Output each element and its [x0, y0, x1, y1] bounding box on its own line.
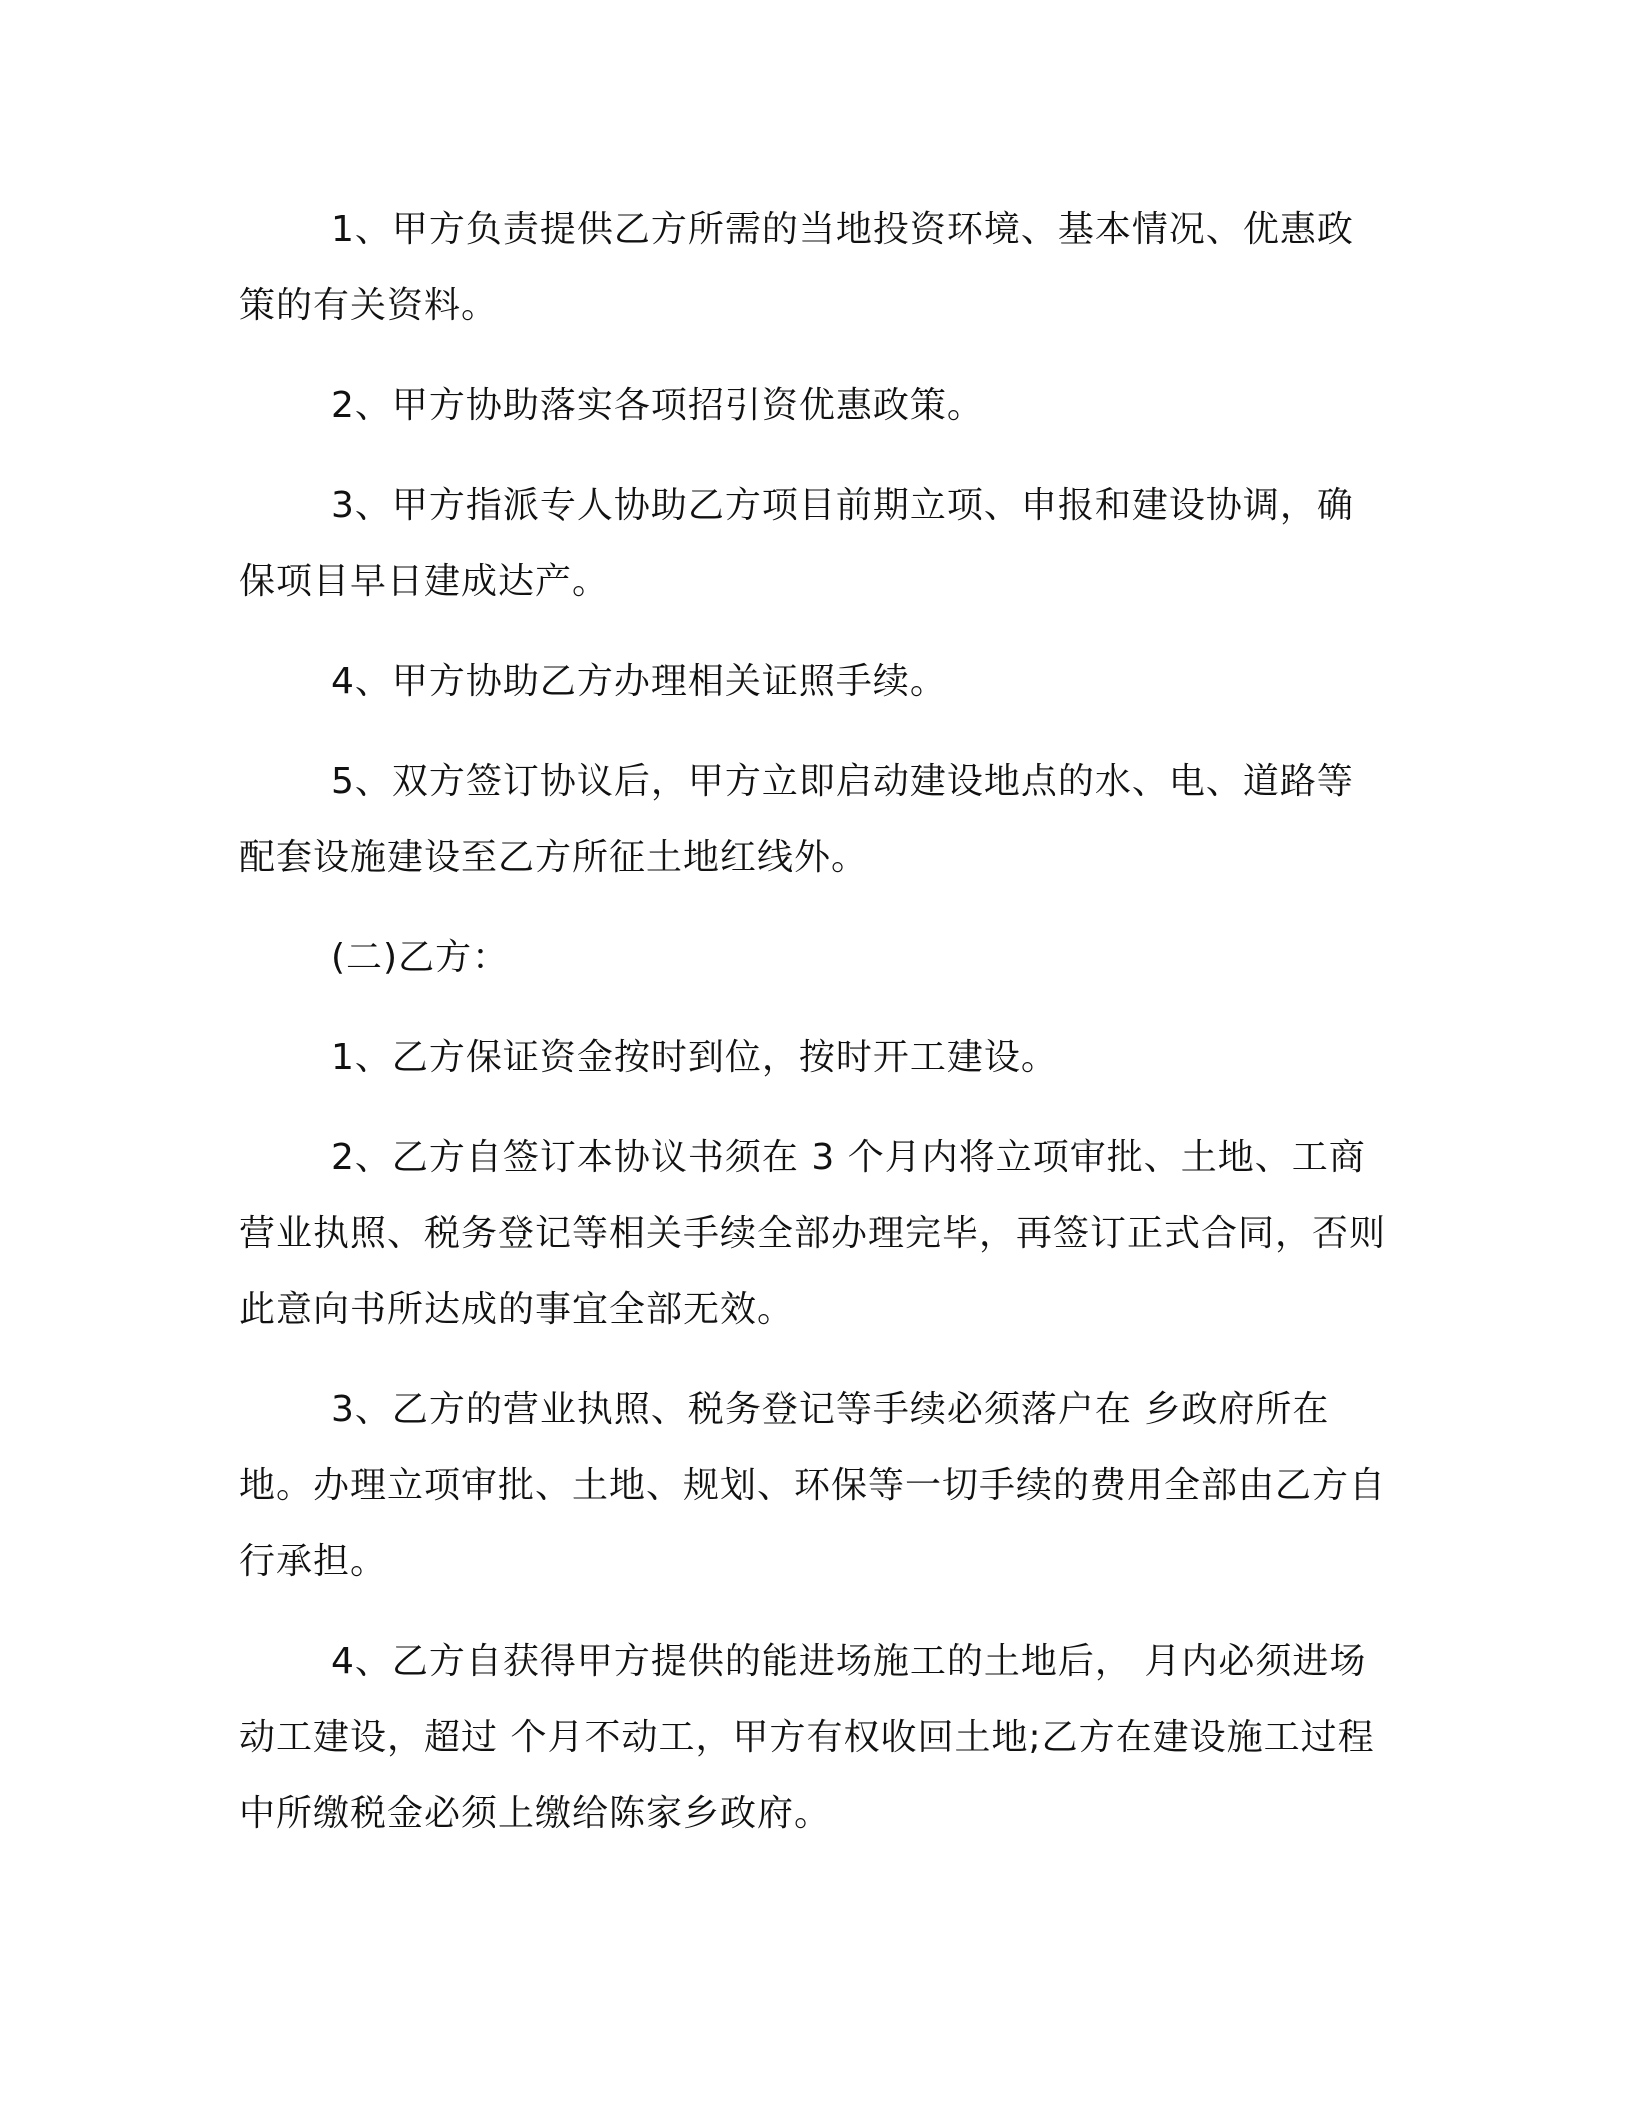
paragraph-party-b-1: 1、乙方保证资金按时到位，按时开工建设。: [331, 1037, 1058, 1078]
paragraph-party-a-3: 3、甲方指派专人协助乙方项目前期立项、申报和建设协调，确保项目早日建成达产。: [239, 485, 1354, 602]
paragraph-party-b-2: 2、乙方自签订本协议书须在 3 个月内将立项审批、土地、工商营业执照、税务登记等相关手续全部办理完毕，再签订正式合同，否则此意向书所达成的事宜全部无效。: [239, 1137, 1387, 1330]
section-heading-party-b: (二)乙方：: [331, 937, 510, 978]
paragraph-party-a-2: 2、甲方协助落实各项招引资优惠政策。: [331, 385, 984, 426]
paragraph-party-b-3: 3、乙方的营业执照、税务登记等手续必须落户在 乡政府所在地。办理立项审批、土地、规划、环保等一切手续的费用全部由乙方自行承担。: [239, 1389, 1387, 1582]
paragraph-party-a-5: 5、双方签订协议后，甲方立即启动建设地点的水、电、道路等配套设施建设至乙方所征土地红线外。: [239, 761, 1354, 878]
paragraph-party-a-1: 1、甲方负责提供乙方所需的当地投资环境、基本情况、优惠政策的有关资料。: [239, 209, 1354, 326]
paragraph-party-a-4: 4、甲方协助乙方办理相关证照手续。: [331, 661, 947, 702]
paragraph-party-b-4: 4、乙方自获得甲方提供的能进场施工的土地后， 月内必须进场动工建设，超过 个月不动工，甲方有权收回土地;乙方在建设施工过程中所缴税金必须上缴给陈家乡政府。: [239, 1641, 1375, 1834]
document-body: [239, 192, 1389, 1876]
